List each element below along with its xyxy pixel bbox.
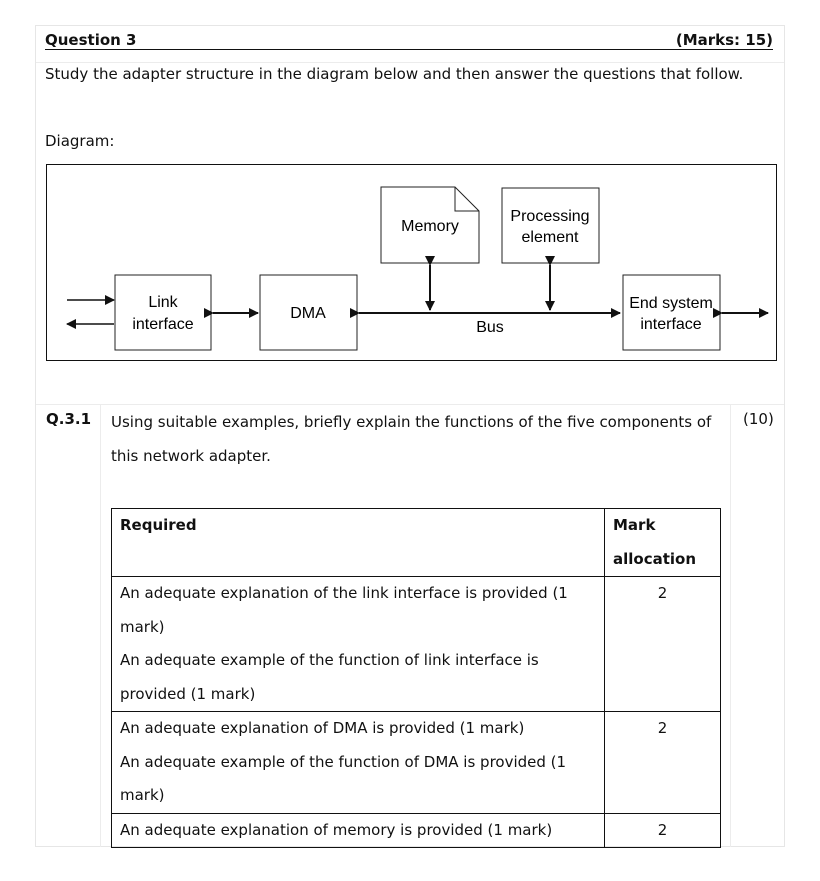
intro-text: Study the adapter structure in the diagram below and then answer the questions that follow. (45, 65, 744, 83)
end-system-interface-box (623, 275, 720, 350)
marking-rubric-table (111, 508, 721, 848)
rubric-header-mark-line-1: Mark (613, 516, 656, 534)
rubric-mark: 2 (605, 712, 721, 814)
end-system-label-2: interface (640, 316, 702, 333)
adapter-diagram (46, 164, 777, 361)
rubric-criteria (112, 813, 605, 848)
processing-label-2: element (521, 229, 579, 246)
link-interface-label-2: interface (132, 316, 194, 333)
rubric-line: provided (1 mark) (120, 684, 256, 703)
rubric-line: An adequate explanation of memory is provided (1 mark) (120, 820, 553, 839)
table-row (112, 577, 721, 712)
rubric-line: mark) (120, 617, 165, 636)
rubric-header-mark (605, 509, 721, 577)
link-interface-box (115, 275, 211, 350)
question-marks: (Marks: 15) (675, 31, 773, 49)
rubric-header-mark-line-2: allocation (613, 549, 697, 568)
rubric-criteria (112, 712, 605, 814)
question-title: Question 3 (45, 31, 137, 49)
sub-question-number: Q.3.1 (46, 410, 92, 428)
sub-question-line-1: Using suitable examples, briefly explain the functions of the five components of (111, 413, 712, 431)
link-interface-label-1: Link (148, 294, 178, 311)
sub-question-line-2: this network adapter. (111, 447, 271, 465)
sub-question-marks: (10) (743, 410, 774, 428)
dma-label: DMA (290, 305, 326, 322)
rubric-header-required: Required (112, 509, 605, 577)
column-divider-left (100, 405, 101, 847)
rubric-mark: 2 (605, 813, 721, 848)
diagram-svg (0, 0, 820, 420)
memory-label: Memory (401, 218, 459, 235)
rubric-line: An adequate example of the function of link interface is (120, 651, 539, 669)
rubric-mark: 2 (605, 577, 721, 712)
diagram-label: Diagram: (45, 132, 115, 150)
rubric-line: An adequate explanation of the link interface is provided (1 (120, 584, 568, 602)
end-system-label-1: End system (629, 295, 713, 312)
table-row (112, 813, 721, 848)
rubric-line: An adequate example of the function of DMA is provided (1 (120, 752, 567, 771)
table-row (112, 712, 721, 814)
rubric-header-row (112, 509, 721, 577)
column-divider-right (730, 405, 731, 847)
bus-label: Bus (476, 319, 504, 336)
sub-question-text (111, 405, 721, 473)
rubric-criteria (112, 577, 605, 712)
rubric-line: An adequate explanation of DMA is provided (1 mark) (120, 719, 525, 737)
processing-element-box (502, 188, 599, 263)
rubric-line: mark) (120, 786, 165, 804)
processing-label-1: Processing (510, 208, 590, 225)
